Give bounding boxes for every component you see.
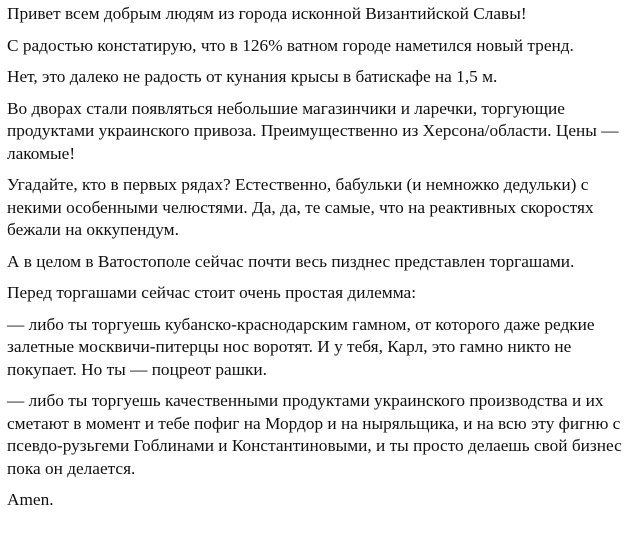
paragraph-dilemma: Перед торгашами сейчас стоит очень простая дилемма:	[7, 283, 416, 302]
paragraph-option-one: — либо ты торгуешь кубанско-краснодарским гамном, от которого даже редкие залетные москвичи-питерцы нос воротят. И у тебя, Карл, это гамно никто не покупает. Но ты — поцреот рашки.	[7, 314, 595, 379]
paragraph-business: А в целом в Ватостополе сейчас почти весь пизднес представлен торгашами.	[7, 251, 575, 271]
paragraph-not-joy: Нет, это далеко не радость от кунания крысы в батискафе на 1,5 м.	[7, 67, 498, 86]
paragraph-option-two: — либо ты торгуешь качественными продуктами украинского производства и их сметают в момент и тебе пофиг на Мордор и на ныряльщика, и на всю эту фигню с псевдо-рузьгеми Гоблинами и Константиновыми, и ты просто делаешь свой бизнес пока он делается.	[7, 391, 622, 478]
paragraph-greeting: Привет всем добрым людям из города исконной Византийской Славы!	[7, 4, 527, 23]
document-body	[7, 3, 633, 521]
paragraph-shops: Во дворах стали появляться небольшие магазинчики и ларечки, торгующие продуктами украинского привоза. Преимущественно из Херсона/области. Цены — лакомые!	[7, 98, 619, 163]
paragraph-new-trend: С радостью констатирую, что в 126% ватном городе наметился новый тренд.	[7, 35, 574, 55]
paragraph-amen: Amen.	[7, 490, 54, 509]
paragraph-grannies: Угадайте, кто в первых рядах? Естественно, бабульки (и немножко дедульки) с некими особенными челюстями. Да, да, те самые, что на реактивных скоростях бежали на оккупендум.	[7, 175, 594, 239]
